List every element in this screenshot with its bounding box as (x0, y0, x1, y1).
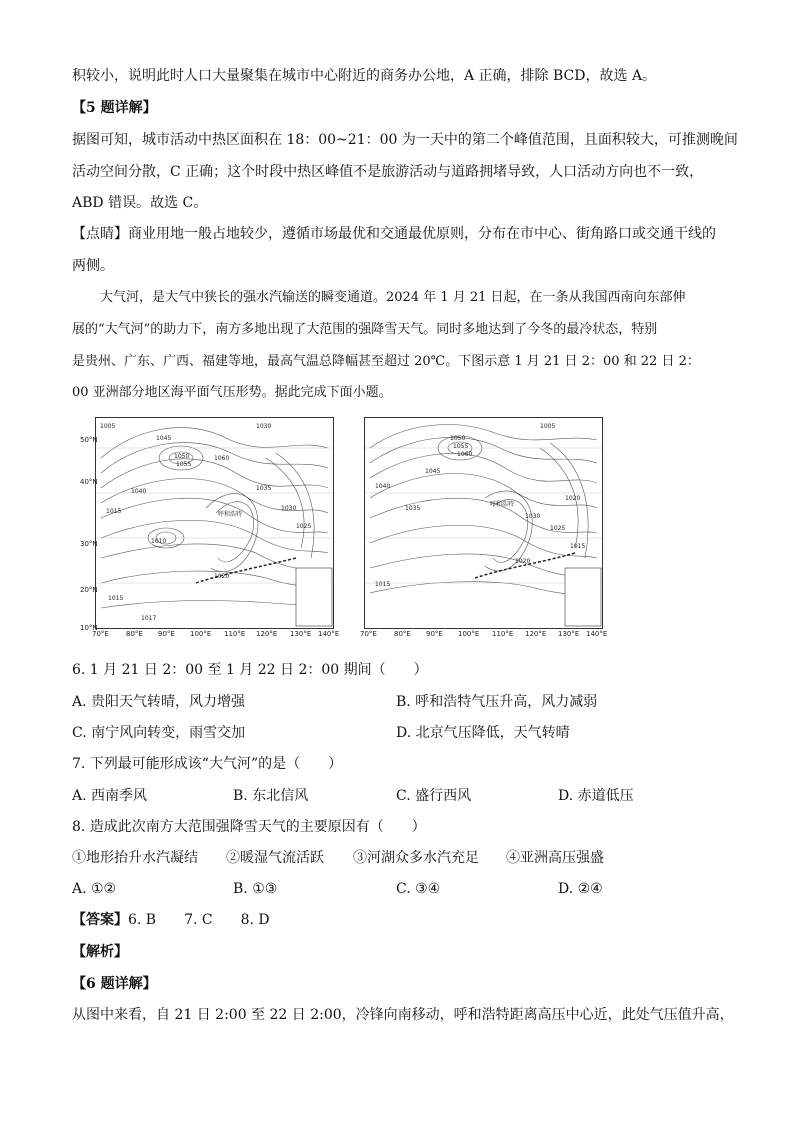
left-isobar-label: 1050 (174, 453, 190, 460)
lat-label: 40°N (80, 478, 98, 486)
lon-label: 110°E (492, 630, 514, 638)
left-pressure-map (95, 417, 334, 629)
passage-line-3: 是贵州、广东、广西、福建等地，最高气温总降幅甚至超过 20℃。下图示意 1 月 21 日 2：00 和 22 日 2： (72, 354, 700, 369)
left-isobar-label: 1060 (214, 455, 230, 462)
right-isobar-label: 1055 (453, 443, 469, 450)
right-isobar-label: 1015 (570, 543, 586, 550)
q7-option-a: A. 西南季风 (72, 788, 148, 804)
q6-option-c: C. 南宁风向转变，雨雪交加 (72, 725, 246, 741)
q8-option-c: C. ③④ (396, 881, 441, 897)
text-line-4: 活动空间分散，C 正确；这个时段中热区峰值不是旅游活动与道路拥堵导致，人口活动方向也不一致， (72, 164, 704, 180)
left-isobar-label: 1030 (281, 505, 297, 512)
lon-label: 70°E (360, 630, 377, 638)
right-isobar-label: 1030 (525, 513, 541, 520)
q8-stem: 8. 造成此次南方大范围强降雪天气的主要原因有（ ） (72, 819, 426, 835)
analysis-heading: 【解析】 (72, 944, 128, 960)
answer-label: 【答案】 (72, 912, 128, 928)
left-isobar-label: 1015 (106, 508, 122, 515)
left-isobar-label: 1030 (256, 423, 272, 430)
left-map-title: 21日2:00 (197, 423, 243, 434)
lat-label: 30°N (80, 540, 98, 548)
q7-option-b: B. 东北信风 (233, 788, 309, 804)
right-isobar-label: 1060 (457, 451, 473, 458)
left-isobar-label: 1010 (151, 538, 167, 545)
q5-detail-heading: 【5 题详解】 (72, 100, 157, 116)
q6-option-b: B. 呼和浩特气压升高，风力减弱 (396, 694, 598, 710)
lon-label: 120°E (525, 630, 547, 638)
left-isobar-label: 1040 (131, 488, 147, 495)
right-map-title: 22日2:00 (463, 423, 509, 434)
text-line-3: 据图可知，城市活动中热区面积在 18：00~21：00 为一天中的第二个峰值范围，且面积较大，可推测晚间 (72, 132, 738, 148)
q6-stem: 6. 1 月 21 日 2：00 至 1 月 22 日 2：00 期间（ ） (72, 662, 428, 678)
q8-item-2: ②暖湿气流活跃 (226, 850, 324, 866)
q8-option-b: B. ①③ (233, 881, 278, 897)
right-isobar-label: 1025 (550, 525, 566, 532)
left-isobar-label: 1017 (141, 615, 157, 622)
q8-item-4: ④亚洲高压强盛 (506, 850, 604, 866)
right-isobar-label: 1045 (425, 468, 441, 475)
right-isobar-label: 1005 (540, 423, 556, 430)
text-line-5: ABD 错误。故选 C。 (72, 195, 208, 211)
left-isobar-label: 1025 (296, 523, 312, 530)
right-pressure-map (364, 417, 603, 629)
right-isobar-label: 1050 (450, 435, 466, 442)
tip-line-2: 两侧。 (72, 258, 114, 274)
left-isobar-label: 1045 (156, 435, 172, 442)
lon-label: 120°E (256, 630, 278, 638)
lon-label: 140°E (318, 630, 340, 638)
q8-item-1: ①地形抬升水汽凝结 (72, 850, 198, 866)
lon-label: 130°E (290, 630, 312, 638)
lat-label: 50°N (80, 436, 98, 444)
lon-label: 100°E (190, 630, 212, 638)
tip-line: 【点睛】商业用地一般占地较少，遵循市场最优和交通最优原则，分布在市中心、街角路口或交通干线的 (72, 226, 716, 242)
lon-label: 90°E (158, 630, 175, 638)
right-city-label: 呼和浩特 (490, 501, 515, 508)
left-isobar-label: 1035 (256, 485, 272, 492)
q7-stem: 7. 下列最可能形成该“大气河”的是（ ） (72, 756, 343, 772)
q6-option-a: A. 贵阳天气转晴，风力增强 (72, 694, 246, 710)
lon-label: 80°E (394, 630, 411, 638)
answer-line (72, 910, 270, 930)
q7-option-d: D. 赤道低压 (558, 788, 634, 804)
lon-label: 110°E (224, 630, 246, 638)
q8-item-3: ③河湖众多水汽充足 (353, 850, 479, 866)
lat-label: 20°N (80, 586, 98, 594)
right-isobar-label: 1020 (515, 558, 531, 565)
right-isobar-label: 1020 (565, 495, 581, 502)
lat-label: 10°N (80, 624, 98, 632)
answer-text: 6. B 7. C 8. D (128, 912, 270, 928)
passage-line-2: 展的“大气河”的助力下，南方多地出现了大范围的强降雪天气。同时多地达到了今冬的最冷状态，特别 (72, 322, 658, 337)
q8-option-d: D. ②④ (558, 881, 603, 897)
passage-line-4: 00 亚洲部分地区海平面气压形势。据此完成下面小题。 (72, 385, 392, 400)
lon-label: 140°E (586, 630, 608, 638)
lon-label: 70°E (92, 630, 109, 638)
right-isobar-label: 1040 (375, 483, 391, 490)
left-isobar-label: 1015 (108, 595, 124, 602)
lon-label: 90°E (426, 630, 443, 638)
q6-option-d: D. 北京气压降低，天气转晴 (396, 725, 570, 741)
text-line-1: 积较小，说明此时人口大量聚集在城市中心附近的商务办公地，A 正确，排除 BCD，故选 A。 (72, 68, 657, 84)
left-isobar-label: 1055 (176, 461, 192, 468)
lon-label: 130°E (558, 630, 580, 638)
lon-label: 100°E (458, 630, 480, 638)
left-isobar-label: 1005 (100, 423, 116, 430)
q6-detail-text: 从图中来看，自 21 日 2:00 至 22 日 2:00，冷锋向南移动，呼和浩特距离高压中心近，此处气压值升高， (72, 1007, 734, 1023)
lon-label: 80°E (126, 630, 143, 638)
passage-line-1: 大气河，是大气中狭长的强水汽输送的瞬变通道。2024 年 1 月 21 日起，在一条从我国西南向东部伸 (100, 290, 686, 305)
q7-option-c: C. 盛行西风 (396, 788, 472, 804)
left-isobar-label: 1020 (214, 573, 230, 580)
right-isobar-label: 1035 (405, 505, 421, 512)
left-city-label: 呼和浩特 (218, 511, 243, 518)
right-isobar-label: 1015 (375, 581, 391, 588)
q8-option-a: A. ①② (72, 881, 117, 897)
q6-detail-heading: 【6 题详解】 (72, 976, 157, 992)
